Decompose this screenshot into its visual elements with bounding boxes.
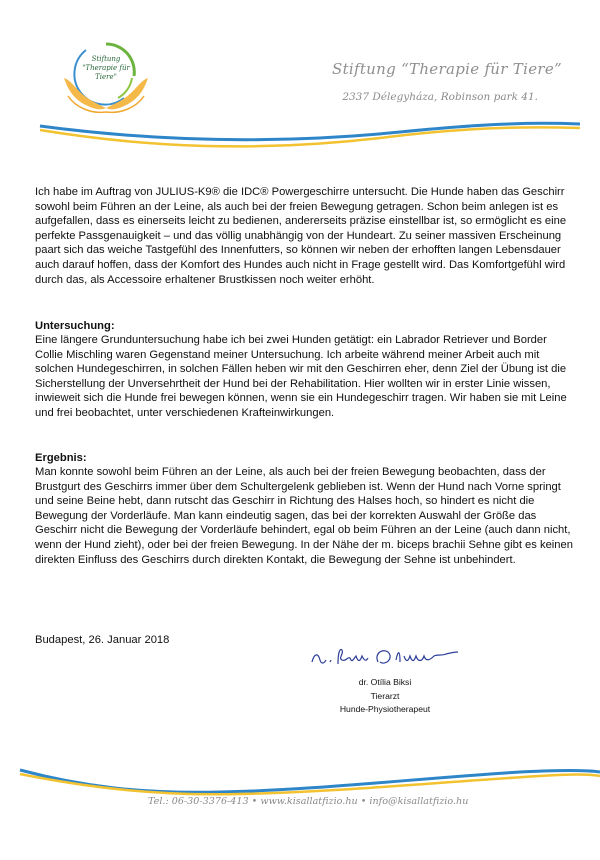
place-date: Budapest, 26. Januar 2018 [35, 634, 170, 646]
signer-title: Tierarzt [370, 690, 400, 701]
section-heading-untersuchung: Untersuchung: [35, 320, 115, 332]
intro-paragraph: Ich habe im Auftrag von JULIUS-K9® die IDC® Powergeschirre untersucht. Die Hunde haben das Geschirr sowohl beim Führen an der Leine, als auch bei der freien Bewegung getragen. Schon beim anlegen ist es aufgefallen, dass es einerseits leicht zu bedienen, andererseits präzise einstellbar ist, so ermöglicht es eine perfekte Passgenauigkeit – und das völlig unabhängig von der Hundeart. Zu seiner massiven Erscheinung paart sich das weiche Tastgefühl des Innenfutters, so können wir neben der erhofften langen Lebensdauer auch darauf hoffen, dass der Komfort des Hundes auch nicht in Frage gestellt wird. Das Komfortgefühl wird durch das, als Accessoire erhaltener Brustkissen noch weiter erhöht. [35, 186, 567, 286]
header-wave-divider [0, 108, 600, 158]
logo-text-line: "Therapie für [82, 64, 130, 72]
signer-block [310, 676, 460, 717]
footer-contact: Tel.: 06-30-3376-413 • www.kisallatfizio.hu • info@kisallatfizio.hu [148, 796, 469, 807]
signer-title: Hunde-Physiotherapeut [339, 704, 431, 714]
untersuchung-paragraph: Eine längere Grunduntersuchung habe ich bei zwei Hunden getätigt: ein Labrador Retriever und Border Collie Mischling waren Gegenstand meiner Untersuchung. Ich arbeite während meiner Arbeit auch mit solchen Hundegeschirren, in solchen Fällen heben wir mit den Geschirren eher, denn Ziel der Übung ist die Sicherstellung der Unversehrtheit der Hund bei der Rehabilitation. Hier wollten wir in erster Linie wissen, inwieweit sich die Hunde frei bewegen können, wenn sie ein Hundegeschirr tragen. Wir haben sie mit Leine und frei beobachtet, unter verschiedenen Krafteinwirkungen. [35, 334, 567, 419]
handwritten-signature [308, 640, 460, 670]
ergebnis-paragraph: Man konnte sowohl beim Führen an der Leine, als auch bei der freien Bewegung beobachten, dass der Brustgurt des Geschirrs immer über dem Schultergelenk geblieben ist. Wenn der Hund nach Vorne springt und seine Beine hebt, dann rutscht das Geschirr in Richtung des Halses hoch, so hindert es nicht die Bewegung der Vorderläufe. Man kann eindeutig sagen, das bei der korrekten Auswahl der Größe das Geschirr nicht die Bewegung der Vorderläufe behindert, egal ob beim Führen an der Leine (auch dann nicht, wenn der Hund zieht), oder bei der freien Bewegung. In der Nähe der m. biceps brachii Sehne gibt es keinen direkten Einfluss des Geschirrs durch direkten Kontakt, die Bewegung der Sehne ist unbehindert. [35, 466, 573, 566]
organization-address: 2337 Délegyháza, Robinson park 41. [342, 91, 538, 103]
section-heading-ergebnis: Ergebnis: [35, 452, 87, 464]
logo-text-line: Tiere" [95, 73, 117, 81]
logo-text [58, 55, 154, 82]
footer-wave-divider [0, 756, 600, 800]
foundation-logo [58, 38, 154, 118]
organization-name: Stiftung “Therapie für Tiere” [332, 60, 562, 78]
signer-name: dr. Otília Biksi [358, 677, 412, 687]
logo-text-line: Stiftung [91, 55, 121, 63]
